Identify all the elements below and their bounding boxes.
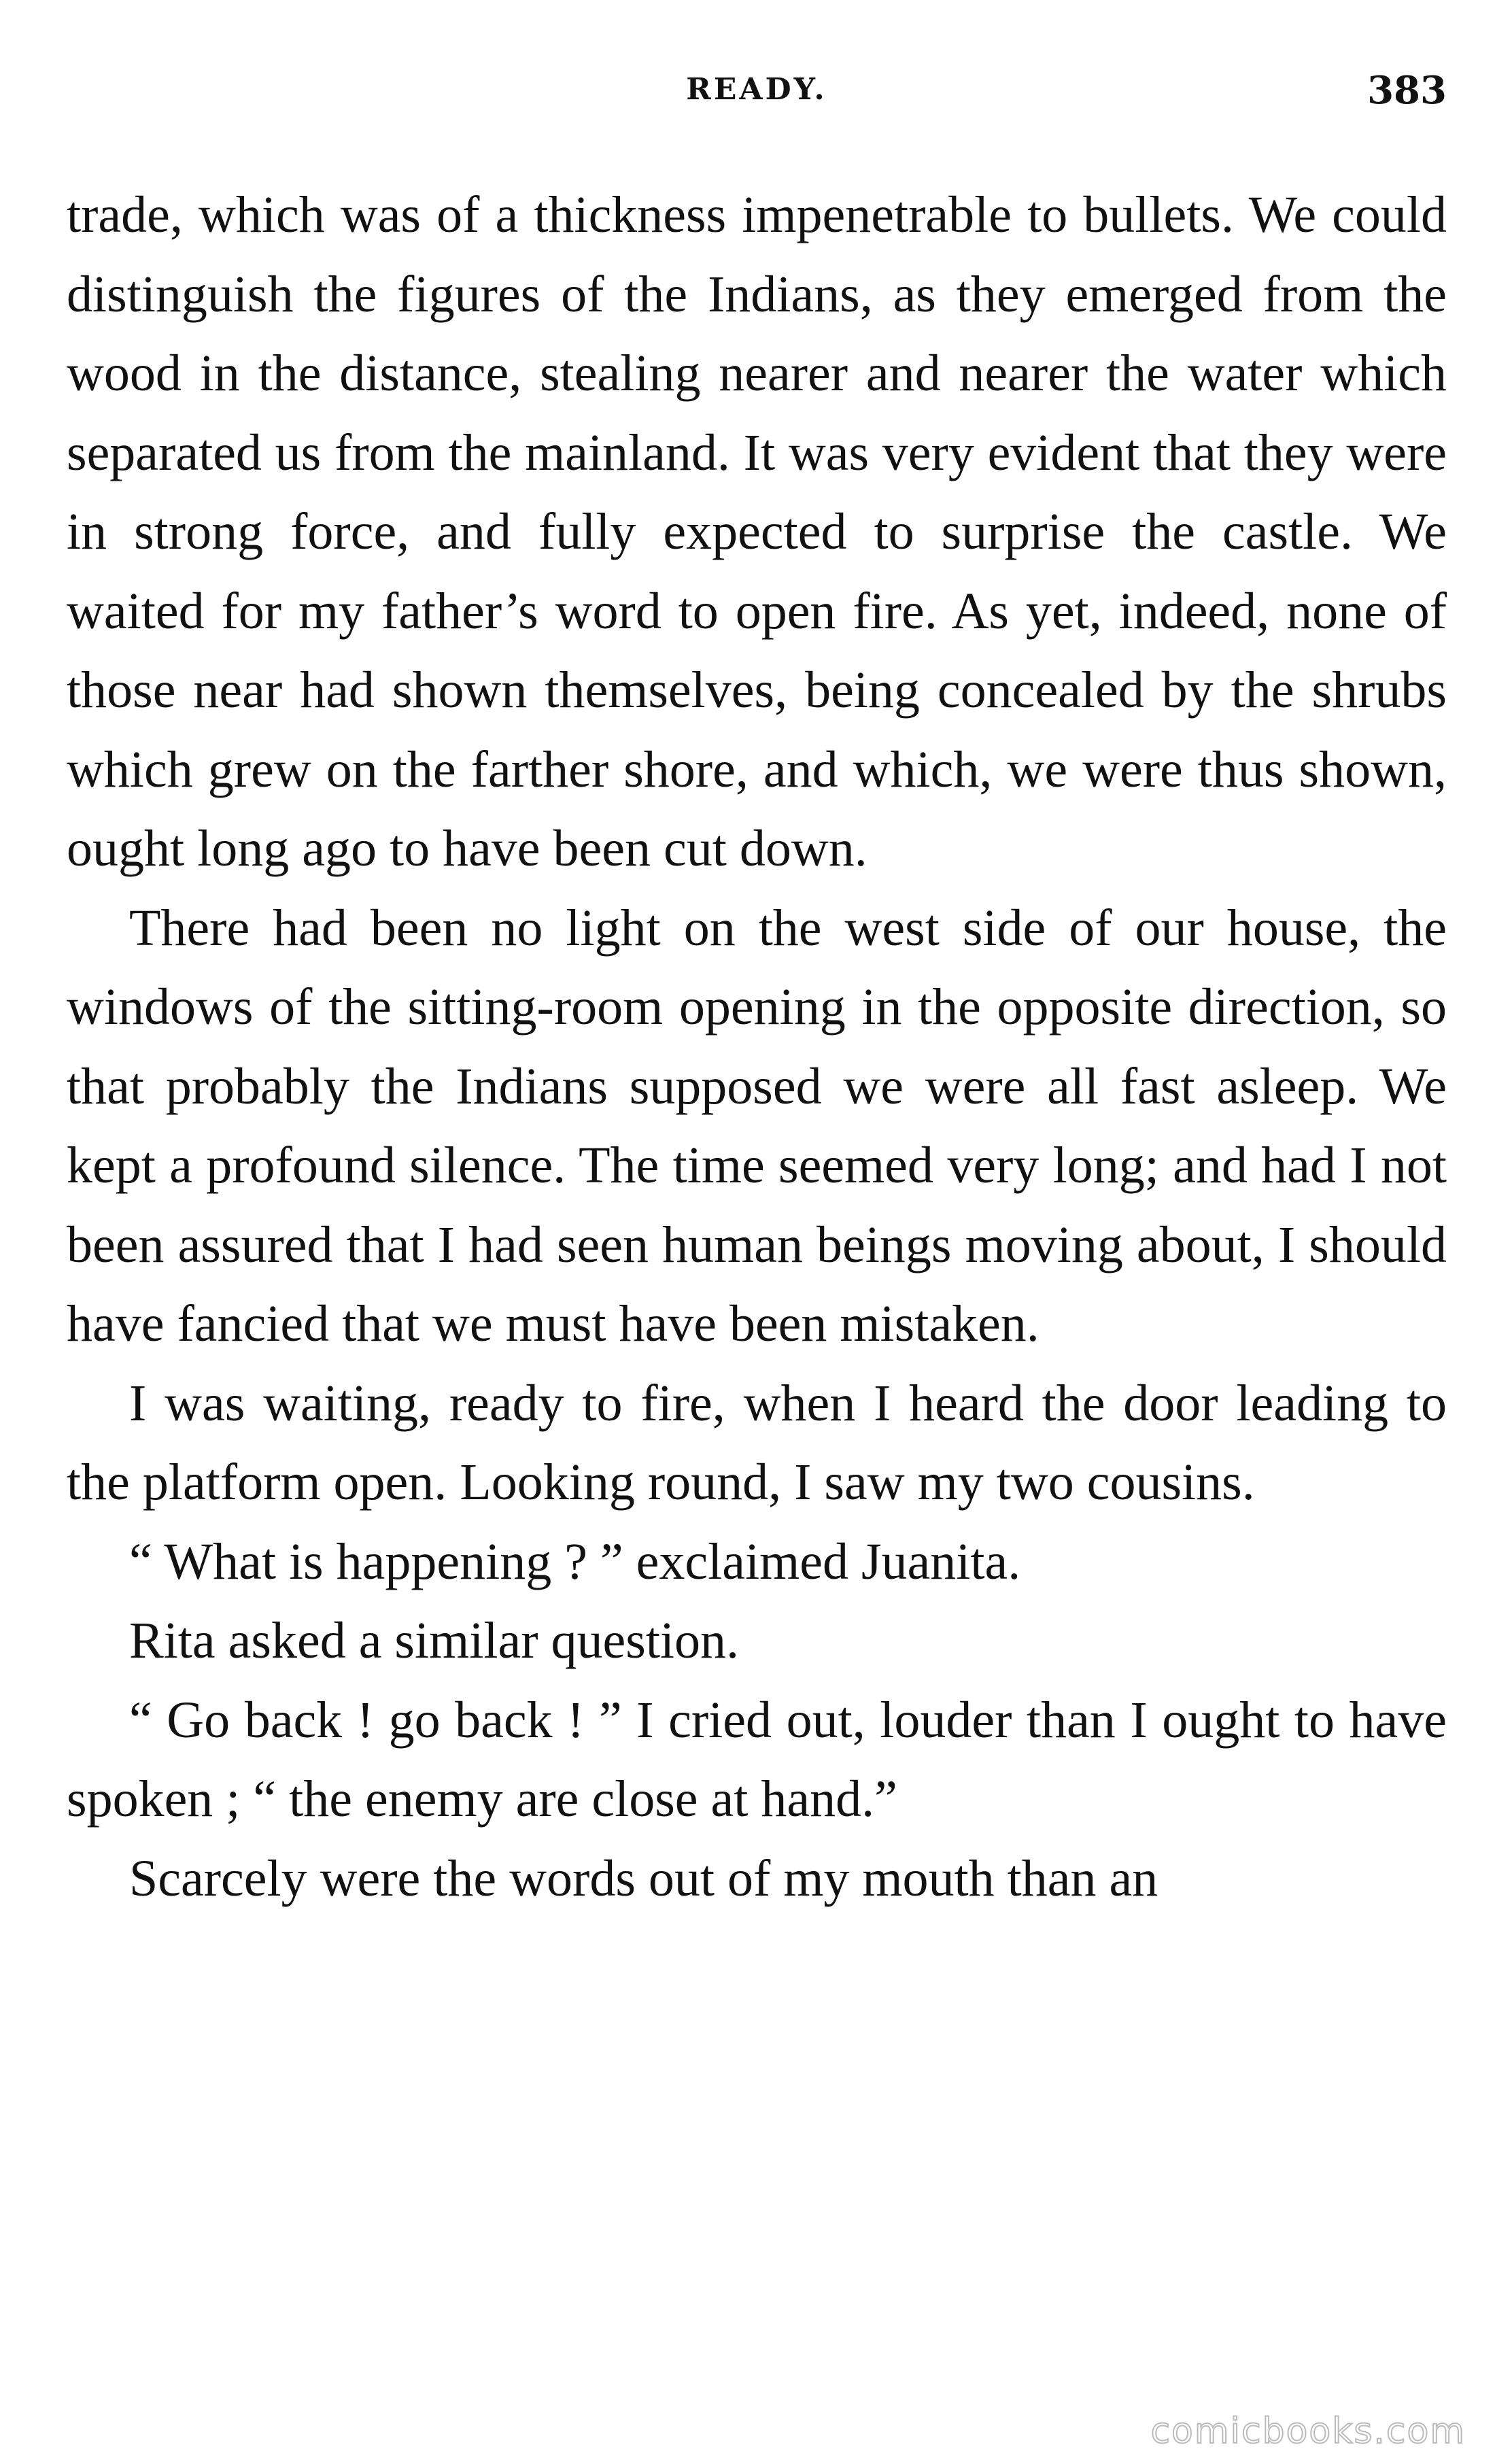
paragraph-7: Scarcely were the words out of my mouth than an	[129, 1849, 1158, 1907]
watermark: comicbooks.com	[1150, 2411, 1466, 2452]
paragraph-5: Rita asked a similar question.	[129, 1612, 740, 1669]
paragraph-3: I was waiting, ready to fire, when I heard the door leading to the platform open. Looking round, I saw my two cousins.	[67, 1374, 1447, 1511]
body-text	[67, 175, 1447, 2351]
page-header	[67, 65, 1447, 120]
paragraph-1: trade, which was of a thickness impenetrable to bullets. We could distinguish the figures of the Indians, as they emerged from the wood in the distance, stealing nearer and nearer the water which separated us from the mainland. It was very evident that they were in strong force, and fully expected to surprise the castle. We waited for my father’s word to open fire. As yet, indeed, none of those near had shown themselves, being concealed by the shrubs which grew on the farther shore, and which, we were thus shown, ought long ago to have been cut down.	[67, 186, 1447, 877]
page-number: 383	[1367, 68, 1447, 113]
paragraph-2: There had been no light on the west side of our house, the windows of the sitting-room opening in the opposite direction, so that probably the Indians supposed we were all fast asleep. We kept a profound silence. The time seemed very long; and had I not been assured that I had seen human beings moving about, I should have fancied that we must have been mistaken.	[67, 899, 1447, 1352]
paragraph-4: “ What is happening ? ” exclaimed Juanita.	[129, 1533, 1021, 1590]
paragraph-6: “ Go back ! go back ! ” I cried out, louder than I ought to have spoken ; “ the enemy are close at hand.”	[67, 1691, 1447, 1828]
running-title: READY.	[686, 72, 827, 107]
